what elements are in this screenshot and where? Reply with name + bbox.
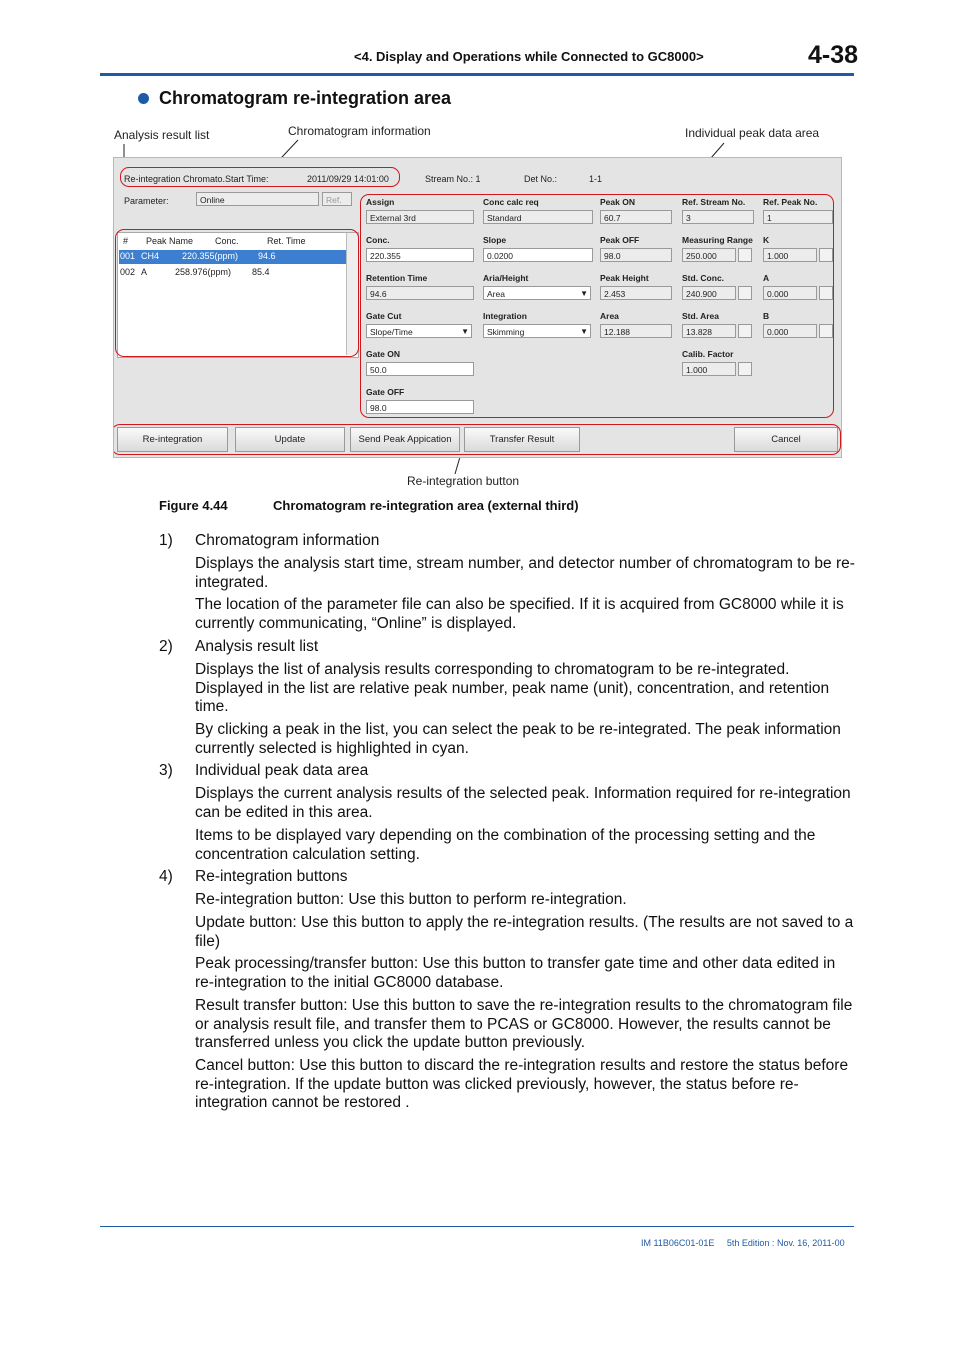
gate-off-field[interactable]: 98.0 — [366, 400, 474, 414]
callout-individual-peak-data-area: Individual peak data area — [685, 126, 820, 140]
section-title: Chromatogram re-integration area — [159, 88, 452, 108]
ref-peak-label: Ref. Peak No. — [763, 197, 818, 207]
item-title: Re-integration buttons — [195, 868, 348, 885]
aria-height-value: Area — [487, 289, 505, 299]
item-title: Individual peak data area — [195, 762, 369, 779]
gate-cut-label: Gate Cut — [366, 311, 402, 321]
item-paragraph: By clicking a peak in the list, you can select the peak to be re-integrated. The peak information currently selected is highlighted in cyan. — [195, 721, 841, 757]
measuring-range-label: Measuring Range — [682, 235, 753, 245]
doc-id: IM 11B06C01-01E — [641, 1238, 715, 1248]
row-ret: 85.4 — [252, 267, 270, 277]
area-label: Area — [600, 311, 619, 321]
det-value: 1-1 — [589, 174, 603, 184]
peak-on-label: Peak ON — [600, 197, 635, 207]
row-name: CH4 — [141, 251, 160, 261]
a-field: 0.000 — [763, 286, 817, 300]
peak-height-label: Peak Height — [600, 273, 649, 283]
item-paragraph: Cancel button: Use this button to discard the re-integration results and restore the status before re-integration. If the update button was clicked previously, however, the status before re-integration cannot be restored . — [195, 1057, 849, 1111]
callout-reintegration-button: Re-integration button — [407, 474, 520, 488]
retention-time-field: 94.6 — [366, 286, 474, 300]
highlight-reintegration-buttons — [113, 424, 841, 455]
item-paragraph: Update button: Use this button to apply the re-integration results. (The results are not saved to a file) — [195, 914, 854, 950]
item-paragraph: Re-integration button: Use this button to perform re-integration. — [195, 891, 627, 908]
integration-value: Skimming — [487, 327, 525, 337]
row-name: A — [141, 267, 148, 277]
assign-label: Assign — [366, 197, 395, 207]
peak-height-field: 2.453 — [600, 286, 672, 300]
slope-label: Slope — [483, 235, 507, 245]
ref-peak-field: 1 — [763, 210, 833, 224]
conc-calc-label: Conc calc req — [483, 197, 539, 207]
list-header-name: Peak Name — [146, 236, 194, 246]
std-area-label: Std. Area — [682, 311, 720, 321]
callout-analysis-result-list: Analysis result list — [114, 128, 210, 142]
k-label: K — [763, 235, 770, 245]
transfer-result-button[interactable]: Transfer Result — [464, 427, 580, 452]
chevron-down-icon: ▼ — [580, 289, 588, 298]
b-label: B — [763, 311, 770, 321]
footer — [641, 1238, 845, 1248]
stream-number: Stream No.: 1 — [425, 174, 481, 184]
gate-on-field[interactable]: 50.0 — [366, 362, 474, 376]
list-header-no: # — [123, 236, 129, 246]
retention-time-label: Retention Time — [366, 273, 428, 283]
ref-stream-field: 3 — [682, 210, 754, 224]
ref-button[interactable]: Ref. — [322, 192, 352, 206]
conc-calc-field: Standard — [483, 210, 593, 224]
std-conc-field: 240.900 — [682, 286, 736, 300]
item-paragraph: The location of the parameter file can also be specified. If it is acquired from GC8000 while it is currently communicating, “Online” is displayed. — [195, 596, 844, 632]
peak-off-label: Peak OFF — [600, 235, 640, 245]
aria-height-label: Aria/Height — [483, 273, 529, 283]
item-paragraph: Peak processing/transfer button: Use this button to transfer gate time and other data edited in re-integration to the initial GC8000 database. — [195, 955, 836, 991]
update-button[interactable]: Update — [235, 427, 345, 452]
highlight-chromatogram-information — [120, 167, 400, 187]
item-title: Chromatogram information — [195, 532, 380, 549]
parameter-field[interactable]: Online — [196, 192, 319, 206]
item-number: 1) — [159, 532, 173, 549]
running-header: <4. Display and Operations while Connected to GC8000> — [354, 49, 704, 64]
callout-chromatogram-information: Chromatogram information — [288, 124, 431, 138]
peak-on-field: 60.7 — [600, 210, 672, 224]
edition: 5th Edition : Nov. 16, 2011-00 — [726, 1238, 845, 1248]
k-field: 1.000 — [763, 248, 817, 262]
det-label: Det No.: — [524, 174, 558, 184]
row-conc: 258.976(ppm) — [175, 267, 232, 277]
ref-stream-label: Ref. Stream No. — [682, 197, 746, 207]
integration-label: Integration — [483, 311, 527, 321]
item-paragraph: Items to be displayed vary depending on the combination of the processing setting and the concentration calculation setting. — [195, 827, 816, 863]
std-conc-label: Std. Conc. — [682, 273, 725, 283]
highlight-analysis-result-list — [115, 229, 359, 357]
highlight-individual-peak-data-area — [360, 194, 834, 418]
item-number: 4) — [159, 868, 173, 885]
chevron-down-icon: ▼ — [461, 327, 469, 336]
list-header-conc: Conc. — [215, 236, 239, 246]
cancel-button[interactable]: Cancel — [734, 427, 838, 452]
gate-on-label: Gate ON — [366, 349, 401, 359]
start-time-value: 2011/09/29 14:01:00 — [307, 174, 389, 184]
item-number: 2) — [159, 638, 173, 655]
std-area-field: 13.828 — [682, 324, 736, 338]
reintegration-screenshot — [113, 157, 842, 458]
figure-number: Figure 4.44 — [159, 498, 228, 513]
conc-label: Conc. — [366, 235, 390, 245]
item-paragraph: Displays the list of analysis results corresponding to chromatogram to be re-integrated. Displayed in the list are relative peak number, peak name (unit), concentration, and retention time. — [195, 661, 830, 715]
send-peak-application-button[interactable]: Send Peak Appication — [350, 427, 460, 452]
gate-cut-value: Slope/Time — [370, 327, 413, 337]
gate-off-label: Gate OFF — [366, 387, 405, 397]
parameter-label: Parameter: — [124, 196, 169, 206]
start-time-label: Re-integration Chromato.Start Time: — [124, 174, 269, 184]
row-conc: 220.355(ppm) — [182, 251, 239, 261]
measuring-range-field: 250.000 — [682, 248, 736, 262]
list-header-ret: Ret. Time — [267, 236, 306, 246]
calib-factor-field: 1.000 — [682, 362, 736, 376]
page-number: 4-38 — [808, 41, 859, 69]
item-title: Analysis result list — [195, 638, 319, 655]
item-paragraph: Result transfer button: Use this button to save the re-integration results to the chromatogram file or analysis result file, and transfer them to PCAS or GC8000. However, the results cannot be transferred unless you click the update button previously. — [195, 997, 853, 1051]
figure-caption: Chromatogram re-integration area (external third) — [273, 498, 579, 513]
row-no: 001 — [120, 251, 136, 261]
footer-rule — [100, 1226, 854, 1227]
item-paragraph: Displays the current analysis results of the selected peak. Information required for re-integration can be edited in this area. — [195, 785, 851, 821]
area-field: 12.188 — [600, 324, 672, 338]
item-number: 3) — [159, 762, 173, 779]
row-no: 002 — [120, 267, 136, 277]
reintegration-button[interactable]: Re-integration — [117, 427, 228, 452]
chevron-down-icon: ▼ — [580, 327, 588, 336]
slope-field[interactable]: 0.0200 — [483, 248, 593, 262]
conc-field[interactable]: 220.355 — [366, 248, 474, 262]
b-field: 0.000 — [763, 324, 817, 338]
peak-off-field: 98.0 — [600, 248, 672, 262]
assign-field: External 3rd — [366, 210, 474, 224]
a-label: A — [763, 273, 770, 283]
calib-factor-label: Calib. Factor — [682, 349, 734, 359]
item-paragraph: Displays the analysis start time, stream number, and detector number of chromatogram to be re-integrated. — [195, 555, 855, 591]
row-ret: 94.6 — [258, 251, 276, 261]
